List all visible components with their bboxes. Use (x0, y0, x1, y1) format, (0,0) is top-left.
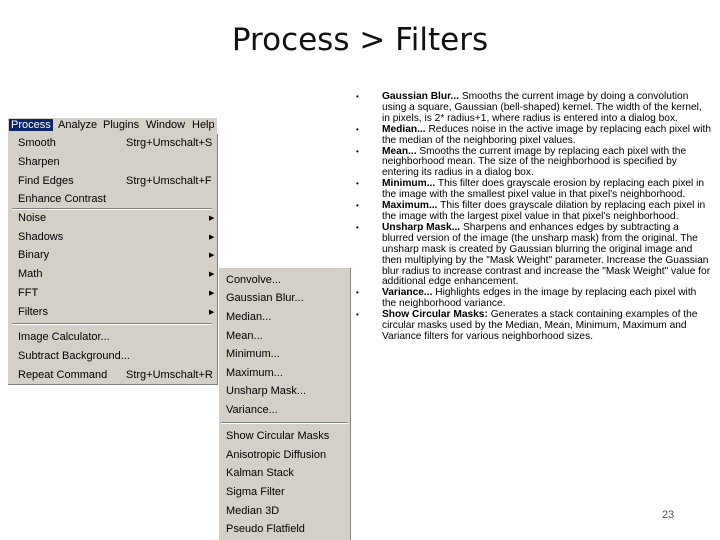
submenu-item-pseudo-flatfield[interactable]: Pseudo Flatfield (226, 523, 305, 535)
menu-item-filters[interactable]: Filters (18, 306, 48, 318)
bullet-text: Smooths the current image by doing a convolution using a square, Gaussian (bell-shaped) kernel. The width of the kernel, in pixels, is 2* radius+1, where radius is entered into a dialog box. (382, 91, 702, 124)
bullet-icon: • (356, 124, 359, 134)
bullet-term: Show Circular Masks: (382, 309, 488, 321)
bullet-term: Minimum... (382, 178, 436, 190)
bullet-icon: • (356, 146, 359, 156)
submenu-item-anisotropic-diffusion[interactable]: Anisotropic Diffusion (226, 449, 327, 461)
menu-item-subtract-background[interactable]: Subtract Background... (18, 350, 130, 362)
page-number: 23 (662, 509, 675, 521)
submenu-item-kalman-stack[interactable]: Kalman Stack (226, 467, 294, 479)
menu-process[interactable]: Process (11, 119, 51, 131)
bullet-text: Smooths the current image by replacing each pixel with the neighborhood mean. The size of the neighborhood is specified by entering its radius in a dialog box. (382, 145, 687, 179)
bullet-item (356, 125, 712, 147)
bullet-text: This filter does grayscale erosion by replacing each pixel in the image with the smallest pixel value in that pixel's neighborhood. (382, 178, 705, 201)
submenu-arrow-icon: ▶ (209, 215, 215, 222)
bullet-item (356, 147, 712, 180)
bullet-icon: • (356, 179, 359, 189)
bullet-item (356, 223, 712, 288)
submenu-item-variance[interactable]: Variance... (226, 404, 278, 416)
menu-separator (12, 208, 212, 210)
submenu-item-mean[interactable]: Mean... (226, 330, 263, 342)
bullet-text: Highlights edges in the image by replacing each pixel with the neighborhood variance. (382, 287, 697, 310)
bullet-term: Gaussian Blur... (382, 91, 459, 102)
submenu-item-median[interactable]: Median... (226, 311, 272, 323)
bullet-term: Variance... (382, 287, 433, 299)
shortcut-find-edges: Strg+Umschalt+F (126, 175, 212, 187)
bullet-item (356, 92, 712, 125)
menu-plugins[interactable]: Plugins (103, 119, 140, 131)
slide-title: Process > Filters (231, 22, 489, 58)
submenu-arrow-icon: ▶ (209, 290, 215, 297)
menu-item-repeat-command[interactable]: Repeat Command (18, 369, 108, 381)
submenu-item-show-circular-masks[interactable]: Show Circular Masks (226, 430, 330, 442)
submenu-arrow-icon: ▶ (209, 234, 215, 241)
submenu-item-convolve[interactable]: Convolve... (226, 274, 282, 286)
bullet-text: Reduces noise in the active image by replacing each pixel with the median of the neighboring pixel values. (382, 123, 712, 146)
submenu-arrow-icon: ▶ (209, 271, 215, 278)
menu-item-noise[interactable]: Noise (18, 212, 47, 224)
menu-item-sharpen[interactable]: Sharpen (18, 156, 60, 168)
bullet-icon: • (356, 222, 359, 232)
bullet-term: Unsharp Mask... (382, 221, 461, 233)
bullet-term: Mean... (382, 145, 417, 157)
menu-analyze[interactable]: Analyze (58, 119, 98, 131)
bullet-icon: • (356, 92, 359, 101)
menu-item-shadows[interactable]: Shadows (18, 231, 64, 243)
bullet-item (356, 179, 712, 201)
menu-window[interactable]: Window (146, 119, 186, 131)
submenu-arrow-icon: ▶ (209, 309, 215, 316)
submenu-item-gaussian-blur[interactable]: Gaussian Blur... (226, 292, 304, 304)
submenu-item-minimum[interactable]: Minimum... (226, 348, 280, 360)
bullet-item (356, 201, 712, 223)
menu-help[interactable]: Help (192, 119, 215, 131)
submenu-item-sigma-filter[interactable]: Sigma Filter (226, 486, 285, 498)
menu-item-find-edges[interactable]: Find Edges (18, 175, 74, 187)
bullet-item (356, 310, 712, 343)
submenu-arrow-icon: ▶ (209, 252, 215, 259)
bullet-icon: • (356, 310, 359, 320)
menubar (8, 117, 217, 135)
menu-item-math[interactable]: Math (18, 268, 43, 280)
shortcut-smooth: Strg+Umschalt+S (126, 137, 213, 149)
submenu-item-median-3d[interactable]: Median 3D (226, 505, 280, 517)
bullet-text: This filter does grayscale dilation by replacing each pixel in the image with the largest pixel value in that pixel's neighborhood. (382, 200, 706, 222)
submenu-separator (221, 422, 348, 424)
bullet-text: Generates a stack containing examples of the circular masks used by the Median, Mean, Minimum, Maximum and Variance filters for various neighborhood sizes. (382, 309, 698, 342)
filter-descriptions (356, 92, 712, 343)
shortcut-repeat-command: Strg+Umschalt+R (126, 369, 213, 381)
menu-item-smooth[interactable]: Smooth (18, 137, 56, 149)
menu-item-fft[interactable]: FFT (18, 287, 39, 299)
submenu-item-maximum[interactable]: Maximum... (226, 367, 283, 379)
submenu-item-unsharp-mask[interactable]: Unsharp Mask... (226, 385, 307, 397)
bullet-term: Maximum... (382, 200, 438, 212)
menu-item-image-calculator[interactable]: Image Calculator... (18, 331, 110, 343)
menu-separator (12, 323, 212, 325)
process-menu (8, 134, 218, 385)
bullet-icon: • (356, 288, 359, 298)
bullet-term: Median... (382, 123, 426, 135)
filters-submenu (218, 268, 351, 540)
menu-item-enhance-contrast[interactable]: Enhance Contrast (18, 193, 107, 205)
bullet-text: Sharpens and enhances edges by subtracting a blurred version of the image (the unsharp mask) from the original. The unsharp mask is created by Gaussian blurring the original image and then multiplying by the "Mask Weight" parameter. Increase the Guassian blur radius to increase contrast and increase the "Mask Weight" value for additional edge enhancement. (382, 221, 711, 288)
bullet-icon: • (356, 201, 359, 211)
bullet-item (356, 288, 712, 310)
menu-item-binary[interactable]: Binary (18, 249, 50, 261)
